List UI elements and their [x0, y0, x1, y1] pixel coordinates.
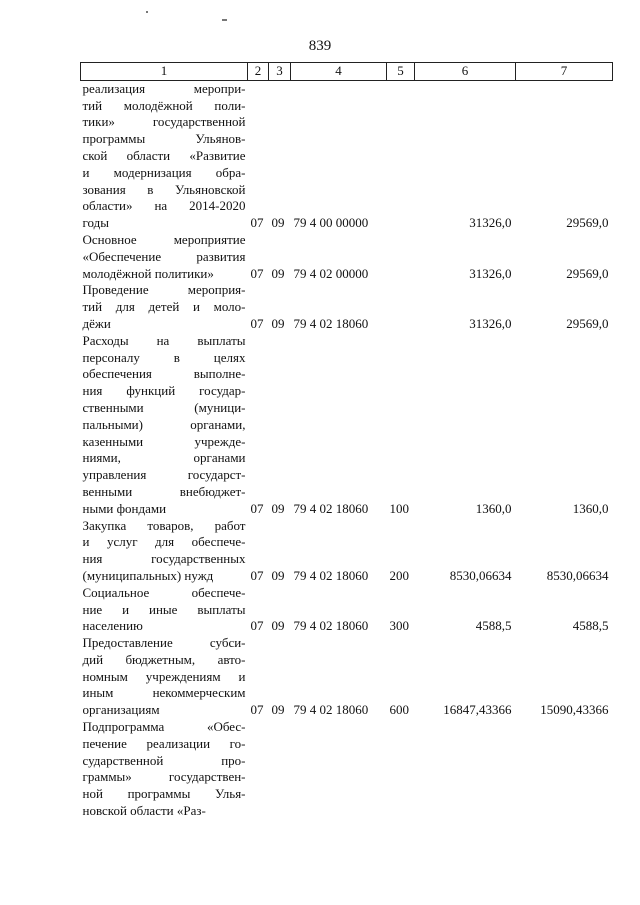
- target-article-cell: 79 4 02 18060: [293, 500, 369, 516]
- expense-type-cell: 600: [389, 702, 409, 718]
- row-name-line: новской области «Раз-: [82, 803, 206, 819]
- row-name-line: пальными) органами,: [82, 416, 246, 432]
- expense-type-cell: [387, 719, 415, 820]
- page-number: 839: [308, 38, 332, 54]
- row-name-line: молодёжной политики»: [82, 265, 214, 281]
- razdel-cell: 07: [250, 215, 264, 231]
- row-name-line: тий молодёжной поли-: [82, 97, 246, 113]
- row-name-line: Подпрограмма «Обес-: [82, 719, 246, 735]
- target-article-cell: 79 4 00 00000: [293, 215, 369, 231]
- table-row: [81, 719, 613, 820]
- target-article-cell: 79 4 02 18060: [293, 702, 369, 718]
- row-name-cell: [81, 80, 248, 232]
- amount-cell-col6: 31326,0: [469, 315, 512, 331]
- row-name-line: «Обеспечение развития: [82, 248, 246, 264]
- scan-speck: [222, 19, 227, 21]
- header-cell-3: 3: [269, 63, 291, 81]
- row-name-line: ние и иные выплаты: [82, 601, 246, 617]
- row-name-line: Закупка товаров, работ: [82, 517, 246, 533]
- expense-type-cell: 200: [389, 567, 409, 583]
- target-article-cell: 79 4 02 18060: [293, 315, 369, 331]
- row-name-line: Основное мероприятие: [82, 231, 246, 247]
- row-name-line: (муниципальных) нужд: [82, 567, 214, 583]
- row-name-line: населению: [82, 618, 143, 634]
- razdel-cell: 07: [250, 500, 264, 516]
- podrazdel-cell: 09: [271, 215, 285, 231]
- row-name-line: тий для детей и моло-: [82, 299, 246, 315]
- amount-cell-col7: 8530,06634: [546, 567, 609, 583]
- row-name-line: номным учреждениям и: [82, 668, 246, 684]
- row-name-cell: [81, 333, 248, 518]
- row-name-line: и услуг для обеспече-: [82, 534, 246, 550]
- row-name-line: тики» государственной: [82, 114, 246, 130]
- row-name-line: ными фондами: [82, 500, 167, 516]
- row-name-line: и модернизация обра-: [82, 164, 246, 180]
- row-name-line: ной программы Улья-: [82, 786, 246, 802]
- razdel-cell: 07: [250, 702, 264, 718]
- amount-cell-col6: 8530,06634: [449, 567, 512, 583]
- row-name-line: персоналу в целях: [82, 349, 246, 365]
- target-article-cell: 79 4 02 18060: [293, 567, 369, 583]
- razdel-cell: 07: [250, 567, 264, 583]
- amount-cell-col7: 1360,0: [572, 500, 609, 516]
- amount-cell-col6: 4588,5: [475, 618, 512, 634]
- amount-cell-col7: 29569,0: [566, 215, 609, 231]
- row-name-line: сударственной про-: [82, 752, 246, 768]
- table-row: [81, 232, 613, 282]
- podrazdel-cell: 09: [271, 315, 285, 331]
- podrazdel-cell: 09: [271, 702, 285, 718]
- row-name-line: Предоставление субси-: [82, 635, 246, 651]
- amount-cell-col7: 29569,0: [566, 315, 609, 331]
- header-cell-1: 1: [81, 63, 248, 81]
- row-name-line: граммы» государствен-: [82, 769, 246, 785]
- header-row: [81, 63, 613, 81]
- row-name-line: Расходы на выплаты: [82, 332, 246, 348]
- podrazdel-cell: 09: [271, 500, 285, 516]
- header-cell-4: 4: [291, 63, 387, 81]
- target-article-cell: 79 4 02 18060: [293, 618, 369, 634]
- razdel-cell: 07: [250, 315, 264, 331]
- row-name-cell: [81, 232, 248, 282]
- amount-cell-col7: 4588,5: [572, 618, 609, 634]
- row-name-cell: [81, 282, 248, 332]
- header-cell-5: 5: [387, 63, 415, 81]
- expense-type-cell: [387, 80, 415, 232]
- row-name-cell: [81, 635, 248, 719]
- target-article-cell: 79 4 02 00000: [293, 265, 369, 281]
- row-name-line: программы Ульянов-: [82, 131, 246, 147]
- podrazdel-cell: 09: [271, 265, 285, 281]
- row-name-line: обеспечения выполне-: [82, 366, 246, 382]
- header-cell-6: 6: [415, 63, 516, 81]
- row-name-line: иным некоммерческим: [82, 685, 246, 701]
- expense-type-cell: [387, 232, 415, 282]
- row-name-line: казенными учрежде-: [82, 433, 246, 449]
- table-row: [81, 518, 613, 585]
- row-name-line: ниями, органами: [82, 450, 246, 466]
- row-name-line: области» на 2014-2020: [82, 198, 246, 214]
- row-name-line: дий бюджетным, авто-: [82, 651, 246, 667]
- table-body: [81, 80, 613, 820]
- expense-type-cell: [387, 282, 415, 332]
- amount-cell-col6: 31326,0: [469, 265, 512, 281]
- target-article-cell: [291, 719, 387, 820]
- table-row: [81, 80, 613, 232]
- header-cell-7: 7: [516, 63, 613, 81]
- row-name-line: Социальное обеспече-: [82, 584, 246, 600]
- row-name-line: дёжи: [82, 315, 111, 331]
- amount-cell-col7: [516, 719, 613, 820]
- row-name-line: зования в Ульяновской: [82, 181, 246, 197]
- row-name-line: ния государственных: [82, 551, 246, 567]
- razdel-cell: 07: [250, 265, 264, 281]
- podrazdel-cell: 09: [271, 567, 285, 583]
- table-row: [81, 635, 613, 719]
- expense-type-cell: 300: [389, 618, 409, 634]
- row-name-line: управления государст-: [82, 467, 246, 483]
- row-name-cell: [81, 585, 248, 635]
- podrazdel-cell: [269, 719, 291, 820]
- row-name-line: венными внебюджет-: [82, 483, 246, 499]
- row-name-line: реализация меропри-: [82, 80, 246, 96]
- razdel-cell: [248, 719, 269, 820]
- row-name-line: печение реализации го-: [82, 735, 246, 751]
- amount-cell-col6: 16847,43366: [443, 702, 512, 718]
- row-name-cell: [81, 719, 248, 820]
- row-name-line: ния функций государ-: [82, 383, 246, 399]
- amount-cell-col6: 1360,0: [475, 500, 512, 516]
- amount-cell-col7: 29569,0: [566, 265, 609, 281]
- row-name-line: Проведение мероприя-: [82, 282, 246, 298]
- table-row: [81, 282, 613, 332]
- amount-cell-col7: 15090,43366: [540, 702, 609, 718]
- amount-cell-col6: [415, 719, 516, 820]
- row-name-line: ственными (муници-: [82, 399, 246, 415]
- podrazdel-cell: 09: [271, 618, 285, 634]
- razdel-cell: 07: [250, 618, 264, 634]
- row-name-line: ской области «Развитие: [82, 147, 246, 163]
- table-row: [81, 333, 613, 518]
- budget-table: [80, 62, 613, 820]
- row-name-line: организациям: [82, 702, 160, 718]
- header-cell-2: 2: [248, 63, 269, 81]
- amount-cell-col6: 31326,0: [469, 215, 512, 231]
- row-name-cell: [81, 518, 248, 585]
- expense-type-cell: 100: [389, 500, 409, 516]
- scan-speck: [146, 11, 148, 13]
- row-name-line: годы: [82, 215, 109, 231]
- table-row: [81, 585, 613, 635]
